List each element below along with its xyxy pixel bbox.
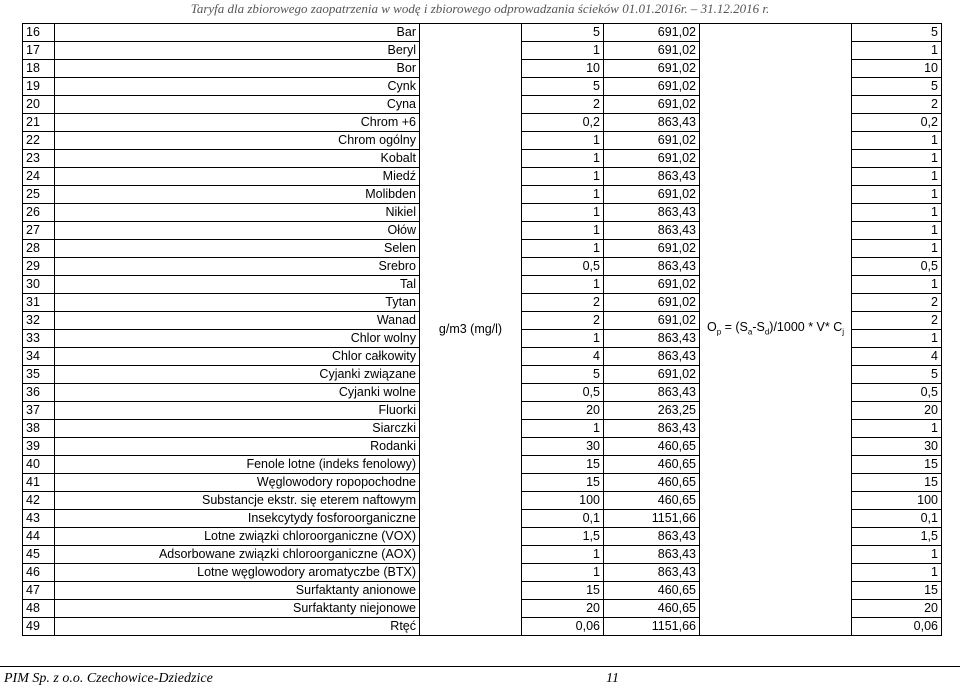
result-value: 5 bbox=[852, 366, 942, 384]
row-number: 46 bbox=[23, 564, 55, 582]
unit-price: 460,65 bbox=[604, 456, 700, 474]
limit-value: 0,2 bbox=[522, 114, 604, 132]
limit-value: 0,1 bbox=[522, 510, 604, 528]
tariff-table bbox=[22, 23, 942, 636]
row-number: 35 bbox=[23, 366, 55, 384]
limit-value: 1 bbox=[522, 276, 604, 294]
row-number: 17 bbox=[23, 42, 55, 60]
limit-value: 10 bbox=[522, 60, 604, 78]
row-number: 20 bbox=[23, 96, 55, 114]
formula-part: p bbox=[716, 327, 722, 337]
parameter-name: Surfaktanty anionowe bbox=[55, 582, 420, 600]
row-number: 45 bbox=[23, 546, 55, 564]
page-number: 11 bbox=[606, 671, 619, 686]
limit-value: 1,5 bbox=[522, 528, 604, 546]
unit-price: 863,43 bbox=[604, 546, 700, 564]
result-value: 5 bbox=[852, 24, 942, 42]
row-number: 27 bbox=[23, 222, 55, 240]
parameter-name: Lotne węglowodory aromatyczbe (BTX) bbox=[55, 564, 420, 582]
result-value: 0,06 bbox=[852, 618, 942, 636]
result-value: 0,2 bbox=[852, 114, 942, 132]
unit-price: 691,02 bbox=[604, 150, 700, 168]
tariff-table-body bbox=[23, 24, 942, 636]
unit-price: 1151,66 bbox=[604, 510, 700, 528]
unit-price: 460,65 bbox=[604, 474, 700, 492]
limit-value: 1 bbox=[522, 222, 604, 240]
limit-value: 1 bbox=[522, 204, 604, 222]
parameter-name: Tytan bbox=[55, 294, 420, 312]
row-number: 39 bbox=[23, 438, 55, 456]
unit-price: 691,02 bbox=[604, 96, 700, 114]
unit-price: 863,43 bbox=[604, 168, 700, 186]
limit-value: 5 bbox=[522, 24, 604, 42]
result-value: 1 bbox=[852, 420, 942, 438]
unit-cell: g/m3 (mg/l) bbox=[420, 24, 522, 636]
unit-price: 863,43 bbox=[604, 528, 700, 546]
unit-price: 691,02 bbox=[604, 60, 700, 78]
unit-price: 691,02 bbox=[604, 24, 700, 42]
row-number: 25 bbox=[23, 186, 55, 204]
formula-part: O bbox=[706, 319, 717, 334]
result-value: 0,1 bbox=[852, 510, 942, 528]
parameter-name: Adsorbowane związki chloroorganiczne (AOX) bbox=[55, 546, 420, 564]
unit-price: 460,65 bbox=[604, 492, 700, 510]
parameter-name: Cyna bbox=[55, 96, 420, 114]
result-value: 15 bbox=[852, 582, 942, 600]
parameter-name: Rtęć bbox=[55, 618, 420, 636]
result-value: 1 bbox=[852, 42, 942, 60]
unit-price: 460,65 bbox=[604, 600, 700, 618]
limit-value: 1 bbox=[522, 150, 604, 168]
formula-part: = (S bbox=[721, 319, 748, 334]
result-value: 1 bbox=[852, 330, 942, 348]
parameter-name: Cyjanki wolne bbox=[55, 384, 420, 402]
row-number: 48 bbox=[23, 600, 55, 618]
unit-price: 691,02 bbox=[604, 42, 700, 60]
result-value: 30 bbox=[852, 438, 942, 456]
row-number: 36 bbox=[23, 384, 55, 402]
result-value: 1 bbox=[852, 546, 942, 564]
formula-cell bbox=[700, 24, 852, 636]
document-header: Taryfa dla zbiorowego zaopatrzenia w wodę i zbiorowego odprowadzania ścieków 01.01.2016r. – 31.12.2016 r. bbox=[190, 1, 770, 16]
limit-value: 0,06 bbox=[522, 618, 604, 636]
result-value: 0,5 bbox=[852, 384, 942, 402]
table-row bbox=[23, 24, 942, 42]
limit-value: 100 bbox=[522, 492, 604, 510]
limit-value: 1 bbox=[522, 132, 604, 150]
parameter-name: Selen bbox=[55, 240, 420, 258]
unit-price: 863,43 bbox=[604, 348, 700, 366]
result-value: 0,5 bbox=[852, 258, 942, 276]
result-value: 1 bbox=[852, 204, 942, 222]
limit-value: 2 bbox=[522, 312, 604, 330]
limit-value: 15 bbox=[522, 582, 604, 600]
row-number: 49 bbox=[23, 618, 55, 636]
limit-value: 1 bbox=[522, 42, 604, 60]
limit-value: 20 bbox=[522, 600, 604, 618]
row-number: 31 bbox=[23, 294, 55, 312]
parameter-name: Węglowodory ropopochodne bbox=[55, 474, 420, 492]
row-number: 19 bbox=[23, 78, 55, 96]
parameter-name: Nikiel bbox=[55, 204, 420, 222]
result-value: 2 bbox=[852, 312, 942, 330]
limit-value: 1 bbox=[522, 564, 604, 582]
footer-company: PIM Sp. z o.o. Czechowice-Dziedzice bbox=[4, 671, 213, 686]
limit-value: 30 bbox=[522, 438, 604, 456]
row-number: 32 bbox=[23, 312, 55, 330]
row-number: 24 bbox=[23, 168, 55, 186]
unit-price: 863,43 bbox=[604, 420, 700, 438]
limit-value: 1 bbox=[522, 240, 604, 258]
result-value: 1 bbox=[852, 186, 942, 204]
parameter-name: Miedź bbox=[55, 168, 420, 186]
row-number: 18 bbox=[23, 60, 55, 78]
result-value: 1 bbox=[852, 132, 942, 150]
formula-part: j bbox=[842, 327, 845, 337]
limit-value: 1 bbox=[522, 546, 604, 564]
unit-price: 460,65 bbox=[604, 582, 700, 600]
parameter-name: Fenole lotne (indeks fenolowy) bbox=[55, 456, 420, 474]
parameter-name: Substancje ekstr. się eterem naftowym bbox=[55, 492, 420, 510]
result-value: 100 bbox=[852, 492, 942, 510]
row-number: 26 bbox=[23, 204, 55, 222]
row-number: 16 bbox=[23, 24, 55, 42]
parameter-name: Lotne związki chloroorganiczne (VOX) bbox=[55, 528, 420, 546]
parameter-name: Kobalt bbox=[55, 150, 420, 168]
parameter-name: Chrom +6 bbox=[55, 114, 420, 132]
result-value: 1,5 bbox=[852, 528, 942, 546]
result-value: 1 bbox=[852, 168, 942, 186]
row-number: 28 bbox=[23, 240, 55, 258]
unit-price: 691,02 bbox=[604, 240, 700, 258]
row-number: 29 bbox=[23, 258, 55, 276]
row-number: 33 bbox=[23, 330, 55, 348]
unit-price: 691,02 bbox=[604, 276, 700, 294]
limit-value: 0,5 bbox=[522, 384, 604, 402]
parameter-name: Chrom ogólny bbox=[55, 132, 420, 150]
row-number: 23 bbox=[23, 150, 55, 168]
limit-value: 5 bbox=[522, 78, 604, 96]
parameter-name: Surfaktanty niejonowe bbox=[55, 600, 420, 618]
limit-value: 1 bbox=[522, 186, 604, 204]
parameter-name: Beryl bbox=[55, 42, 420, 60]
result-value: 15 bbox=[852, 456, 942, 474]
row-number: 22 bbox=[23, 132, 55, 150]
limit-value: 2 bbox=[522, 96, 604, 114]
parameter-name: Bar bbox=[55, 24, 420, 42]
result-value: 1 bbox=[852, 276, 942, 294]
unit-price: 691,02 bbox=[604, 78, 700, 96]
parameter-name: Rodanki bbox=[55, 438, 420, 456]
row-number: 44 bbox=[23, 528, 55, 546]
result-value: 5 bbox=[852, 78, 942, 96]
limit-value: 1 bbox=[522, 420, 604, 438]
limit-value: 20 bbox=[522, 402, 604, 420]
row-number: 40 bbox=[23, 456, 55, 474]
limit-value: 5 bbox=[522, 366, 604, 384]
unit-price: 863,43 bbox=[604, 564, 700, 582]
row-number: 47 bbox=[23, 582, 55, 600]
limit-value: 15 bbox=[522, 474, 604, 492]
result-value: 1 bbox=[852, 222, 942, 240]
parameter-name: Wanad bbox=[55, 312, 420, 330]
limit-value: 1 bbox=[522, 168, 604, 186]
row-number: 34 bbox=[23, 348, 55, 366]
formula-part: d bbox=[764, 327, 770, 337]
unit-price: 263,25 bbox=[604, 402, 700, 420]
unit-price: 863,43 bbox=[604, 222, 700, 240]
limit-value: 1 bbox=[522, 330, 604, 348]
limit-value: 0,5 bbox=[522, 258, 604, 276]
row-number: 43 bbox=[23, 510, 55, 528]
row-number: 38 bbox=[23, 420, 55, 438]
parameter-name: Insekcytydy fosforoorganiczne bbox=[55, 510, 420, 528]
parameter-name: Fluorki bbox=[55, 402, 420, 420]
parameter-name: Siarczki bbox=[55, 420, 420, 438]
unit-price: 863,43 bbox=[604, 204, 700, 222]
row-number: 30 bbox=[23, 276, 55, 294]
unit-price: 691,02 bbox=[604, 132, 700, 150]
unit-price: 691,02 bbox=[604, 186, 700, 204]
unit-price: 863,43 bbox=[604, 258, 700, 276]
unit-price: 691,02 bbox=[604, 366, 700, 384]
parameter-name: Chlor całkowity bbox=[55, 348, 420, 366]
result-value: 1 bbox=[852, 564, 942, 582]
formula-part: )/1000 * V* C bbox=[769, 319, 843, 334]
result-value: 4 bbox=[852, 348, 942, 366]
result-value: 1 bbox=[852, 150, 942, 168]
row-number: 21 bbox=[23, 114, 55, 132]
row-number: 42 bbox=[23, 492, 55, 510]
formula-part: -S bbox=[752, 319, 765, 334]
result-value: 2 bbox=[852, 96, 942, 114]
row-number: 41 bbox=[23, 474, 55, 492]
parameter-name: Bor bbox=[55, 60, 420, 78]
unit-price: 460,65 bbox=[604, 438, 700, 456]
parameter-name: Ołów bbox=[55, 222, 420, 240]
result-value: 15 bbox=[852, 474, 942, 492]
unit-price: 863,43 bbox=[604, 114, 700, 132]
parameter-name: Molibden bbox=[55, 186, 420, 204]
unit-price: 1151,66 bbox=[604, 618, 700, 636]
limit-value: 15 bbox=[522, 456, 604, 474]
limit-value: 4 bbox=[522, 348, 604, 366]
unit-price: 863,43 bbox=[604, 384, 700, 402]
limit-value: 2 bbox=[522, 294, 604, 312]
formula-part: a bbox=[747, 327, 753, 337]
unit-price: 863,43 bbox=[604, 330, 700, 348]
unit-price: 691,02 bbox=[604, 312, 700, 330]
parameter-name: Cynk bbox=[55, 78, 420, 96]
parameter-name: Srebro bbox=[55, 258, 420, 276]
footer-divider bbox=[0, 666, 960, 667]
unit-price: 691,02 bbox=[604, 294, 700, 312]
parameter-name: Cyjanki związane bbox=[55, 366, 420, 384]
parameter-name: Chlor wolny bbox=[55, 330, 420, 348]
result-value: 10 bbox=[852, 60, 942, 78]
row-number: 37 bbox=[23, 402, 55, 420]
result-value: 20 bbox=[852, 402, 942, 420]
result-value: 20 bbox=[852, 600, 942, 618]
parameter-name: Tal bbox=[55, 276, 420, 294]
result-value: 1 bbox=[852, 240, 942, 258]
result-value: 2 bbox=[852, 294, 942, 312]
